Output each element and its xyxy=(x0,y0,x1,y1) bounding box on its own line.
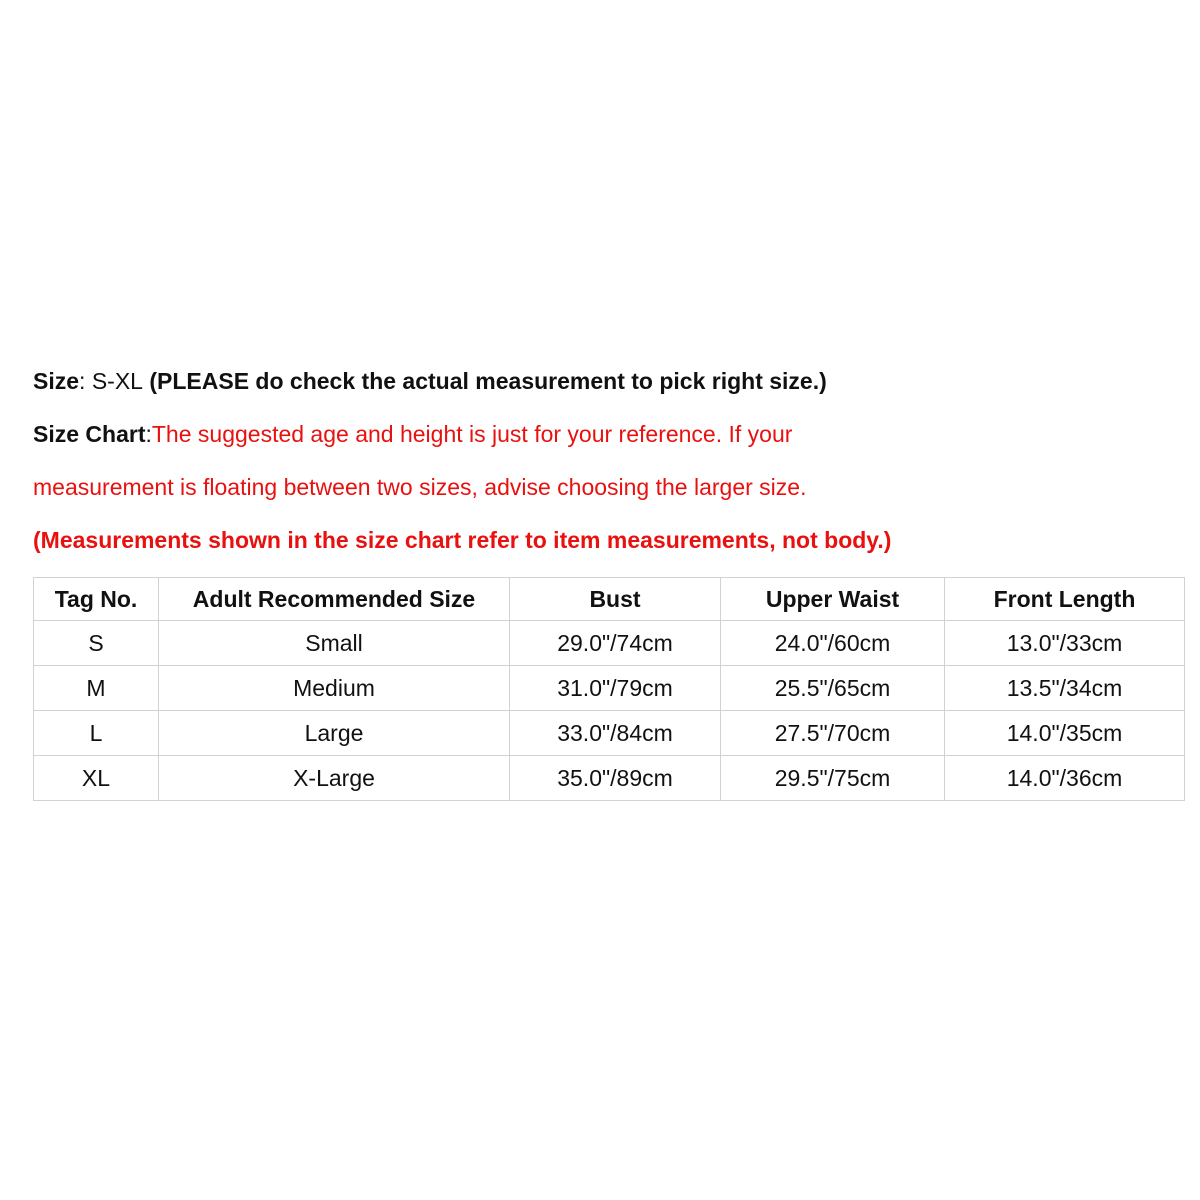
size-chart-table xyxy=(33,577,1185,801)
size-chart-label: Size Chart xyxy=(33,421,146,447)
cell-upper-waist: 29.5"/75cm xyxy=(721,756,945,801)
cell-bust: 29.0"/74cm xyxy=(510,621,721,666)
size-line xyxy=(33,367,827,395)
size-advice-line: measurement is floating between two sizes, advise choosing the larger size. xyxy=(33,474,807,500)
size-note-open: ( xyxy=(142,368,158,394)
header-adult-recommended-size: Adult Recommended Size xyxy=(159,578,510,621)
cell-front-length: 14.0"/35cm xyxy=(945,711,1185,756)
size-chart-colon: : xyxy=(145,421,152,447)
header-upper-waist: Upper Waist xyxy=(721,578,945,621)
cell-tag-no: XL xyxy=(34,756,159,801)
table-row xyxy=(34,621,1185,666)
size-label: Size xyxy=(33,368,80,394)
table-row xyxy=(34,666,1185,711)
cell-tag-no: L xyxy=(34,711,159,756)
cell-bust: 31.0"/79cm xyxy=(510,666,721,711)
size-note-please: PLEASE xyxy=(157,368,250,394)
cell-front-length: 14.0"/36cm xyxy=(945,756,1185,801)
cell-recommended-size: Small xyxy=(159,621,510,666)
cell-upper-waist: 27.5"/70cm xyxy=(721,711,945,756)
header-bust: Bust xyxy=(510,578,721,621)
cell-recommended-size: X-Large xyxy=(159,756,510,801)
size-chart-line xyxy=(33,420,792,448)
cell-upper-waist: 24.0"/60cm xyxy=(721,621,945,666)
measurement-note: (Measurements shown in the size chart refer to item measurements, not body.) xyxy=(33,527,892,553)
cell-front-length: 13.5"/34cm xyxy=(945,666,1185,711)
table-row xyxy=(34,711,1185,756)
cell-bust: 35.0"/89cm xyxy=(510,756,721,801)
header-tag-no: Tag No. xyxy=(34,578,159,621)
cell-front-length: 13.0"/33cm xyxy=(945,621,1185,666)
table-row xyxy=(34,756,1185,801)
cell-recommended-size: Large xyxy=(159,711,510,756)
cell-upper-waist: 25.5"/65cm xyxy=(721,666,945,711)
table-header-row xyxy=(34,578,1185,621)
cell-tag-no: M xyxy=(34,666,159,711)
size-chart-reference-text: The suggested age and height is just for your reference. If your xyxy=(151,421,793,447)
size-note-rest: do check the actual measurement to pick right size.) xyxy=(249,368,827,394)
cell-tag-no: S xyxy=(34,621,159,666)
cell-recommended-size: Medium xyxy=(159,666,510,711)
header-front-length: Front Length xyxy=(945,578,1185,621)
size-value: S-XL xyxy=(91,368,143,394)
cell-bust: 33.0"/84cm xyxy=(510,711,721,756)
size-colon: : xyxy=(79,368,92,394)
